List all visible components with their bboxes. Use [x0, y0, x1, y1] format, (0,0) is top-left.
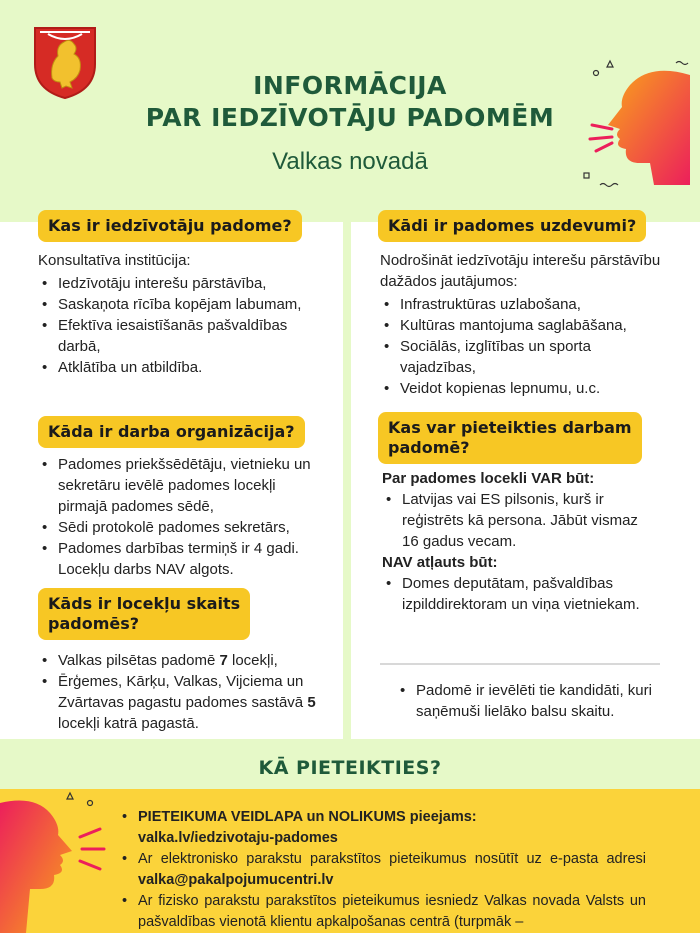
list-item: • Kultūras mantojuma saglabāšana,: [396, 315, 670, 336]
subtitle: Valkas novadā: [272, 148, 428, 175]
header: [0, 0, 700, 222]
text: locekļi katrā pagastā.: [58, 715, 199, 732]
list-item: • Latvijas vai ES pilsonis, kurš ir reģistrēts kā persona. Jābūt vismaz 16 gadus vecam.: [398, 489, 654, 552]
heading-line-1: Kāds ir locekļu skaits: [48, 594, 241, 613]
can-be-label: Par padomes locekli VAR būt:: [382, 470, 595, 487]
member-number: 7: [219, 652, 228, 669]
shouting-head-illustration: [580, 55, 690, 195]
not-allowed-label: NAV atļauts būt:: [382, 554, 498, 571]
list-item: • Veidot kopienas lepnumu, u.c.: [396, 378, 670, 399]
text: Ērģemes, Kārķu, Valkas, Vijciema un Zvārtavas pagastu padomes sastāvā: [58, 673, 308, 711]
apply-info-text: [122, 807, 646, 933]
section-who-can-apply: [382, 468, 654, 615]
heading-work-organization: Kāda ir darba organizācija?: [38, 416, 305, 448]
section-member-count: [38, 650, 318, 734]
list-item: • Sēdi protokolē padomes sekretārs,: [54, 517, 314, 538]
heading-what-is-council: Kas ir iedzīvotāju padome?: [38, 210, 302, 242]
list-item: • Padomē ir ievēlēti tie kandidāti, kuri saņēmuši lielāko balsu skaitu.: [412, 680, 656, 722]
how-to-apply-section: [0, 739, 700, 933]
section-election-note: [396, 680, 656, 722]
heading-member-count: [38, 588, 250, 640]
section-what-is-council: [38, 250, 324, 378]
separator-line: [380, 663, 660, 665]
list-item: [132, 807, 646, 849]
list-item: [132, 849, 646, 891]
text: Valkas pilsētas padomē: [58, 652, 220, 669]
shouting-head-illustration-bottom: [0, 789, 110, 933]
form-availability-text: PIETEIKUMA VEIDLAPA un NOLIKUMS pieejams:: [138, 809, 477, 825]
lead-text: Konsultatīva institūcija:: [38, 252, 191, 269]
heading-line-1: Kas var pieteikties darbam: [388, 418, 632, 437]
list-item: • Padomes priekšsēdētāju, vietnieku un sekretāru ievēlē padomes locekļi pirmajā padomes sēdē,: [54, 454, 314, 517]
member-number: 5: [307, 694, 316, 711]
column-divider: [343, 222, 351, 739]
how-to-apply-title: KĀ PIETEIKTIES?: [258, 757, 442, 779]
title-line-1: INFORMĀCIJA: [253, 71, 447, 100]
list-item: • Ar fizisko parakstu parakstītos pieteikumus iesniedz Valkas novada Valsts un pašvaldības vienotā klientu apkalpošanas centrā (turpmāk –: [132, 891, 646, 933]
email-link[interactable]: valka@pakalpojumucentri.lv: [138, 872, 334, 888]
list-item: • Efektīva iesaistīšanās pašvaldības darbā,: [54, 315, 324, 357]
list-item: • Saskaņota rīcība kopējam labumam,: [54, 294, 324, 315]
text: Ar elektronisko parakstu parakstītos pieteikumus nosūtīt uz e-pasta adresi: [138, 851, 646, 867]
text: locekļi,: [227, 652, 278, 669]
list-item: • Domes deputātam, pašvaldības izpilddirektoram un viņa vietniekam.: [398, 573, 654, 615]
heading-line-2: padomēs?: [48, 614, 140, 633]
list-item: [54, 650, 318, 671]
list-item: • Infrastruktūras uzlabošana,: [396, 294, 670, 315]
section-council-tasks: [380, 250, 670, 399]
section-work-organization: [38, 454, 314, 580]
list-item: • Iedzīvotāju interešu pārstāvība,: [54, 273, 324, 294]
list-item: • Padomes darbības termiņš ir 4 gadi. Locekļu darbs NAV algots.: [54, 538, 314, 580]
heading-council-tasks: Kādi ir padomes uzdevumi?: [378, 210, 646, 242]
content-area: [0, 216, 700, 739]
list-item: • Atklātība un atbildība.: [54, 357, 324, 378]
lead-text: Nodrošināt iedzīvotāju interešu pārstāvību dažādos jautājumos:: [380, 252, 661, 290]
list-item: • Sociālās, izglītības un sporta vajadzības,: [396, 336, 670, 378]
heading-line-2: padomē?: [388, 438, 470, 457]
heading-who-can-apply: [378, 412, 642, 464]
title-line-2: PAR IEDZĪVOTĀJU PADOMĒM: [145, 103, 555, 132]
form-link[interactable]: valka.lv/iedzivotaju-padomes: [138, 830, 338, 846]
list-item: [54, 671, 318, 734]
